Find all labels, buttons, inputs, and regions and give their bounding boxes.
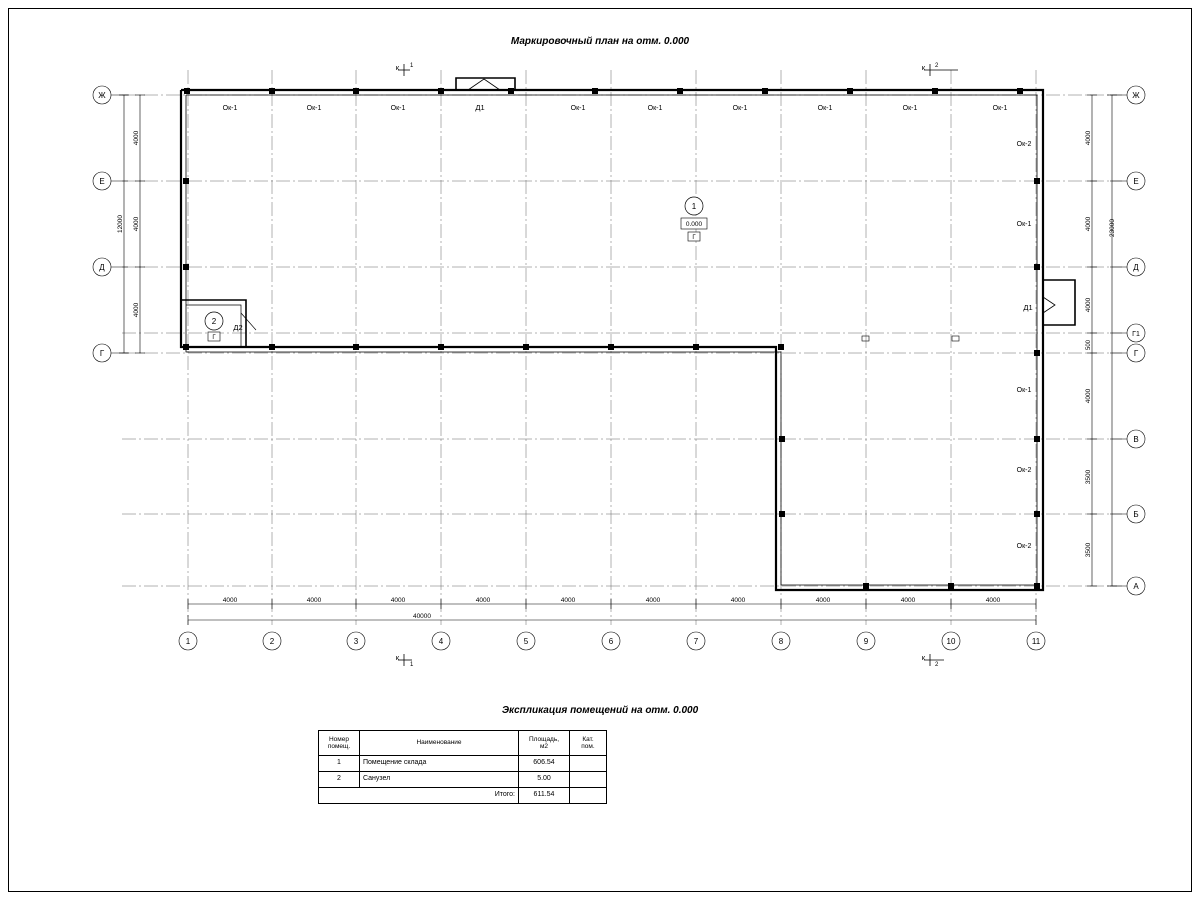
window-labels-top xyxy=(223,105,1008,112)
table-title: Экспликация помещений на отм. 0.000 xyxy=(501,705,699,716)
svg-text:Ок-1: Ок-1 xyxy=(222,105,238,112)
svg-text:Г: Г xyxy=(692,235,696,241)
svg-text:3500: 3500 xyxy=(1085,469,1092,485)
svg-text:10: 10 xyxy=(946,637,956,646)
dim-label-bottom-total: 40000 xyxy=(412,613,432,620)
cell-room-name: Санузел xyxy=(360,772,519,788)
svg-text:4000: 4000 xyxy=(133,130,140,146)
axis-label-e-right: Е xyxy=(1133,177,1139,186)
svg-text:4000: 4000 xyxy=(1085,216,1092,232)
table-row xyxy=(319,772,607,788)
svg-text:4000: 4000 xyxy=(475,597,491,604)
header-room-area: Площадь, м2 xyxy=(519,731,570,756)
svg-text:7: 7 xyxy=(693,637,699,646)
svg-text:Ок-1: Ок-1 xyxy=(817,105,833,112)
cell-total-label: Итого: xyxy=(319,788,519,804)
svg-text:2: 2 xyxy=(211,317,217,326)
svg-text:к: к xyxy=(921,653,925,662)
cell-total-area: 611.54 xyxy=(519,788,570,804)
cell-room-number: 2 xyxy=(319,772,360,788)
axis-label-zh-right: Ж xyxy=(1132,91,1140,100)
svg-text:4000: 4000 xyxy=(133,302,140,318)
cell-room-category xyxy=(570,772,607,788)
cell-room-number: 1 xyxy=(319,756,360,772)
svg-text:Ок-1: Ок-1 xyxy=(570,105,586,112)
svg-text:к: к xyxy=(395,653,399,662)
axis-label-e-left: Е xyxy=(99,177,105,186)
svg-text:Ок-1: Ок-1 xyxy=(390,105,406,112)
dim-chain-right-outer xyxy=(1107,95,1117,586)
svg-text:4000: 4000 xyxy=(730,597,746,604)
svg-text:Г: Г xyxy=(212,335,216,341)
door-label-top: Д1 xyxy=(475,103,485,112)
dim-label-right-total: 23000 xyxy=(1109,218,1116,238)
svg-text:4000: 4000 xyxy=(222,597,238,604)
header-room-number: Номер помещ. xyxy=(319,731,360,756)
exploitation-table xyxy=(318,730,607,804)
dim-labels-left-inner xyxy=(133,130,140,317)
table-row xyxy=(319,756,607,772)
axis-label-a-right: А xyxy=(1133,582,1139,591)
svg-text:9: 9 xyxy=(863,637,869,646)
axis-label-g-left: Г xyxy=(99,349,105,358)
dim-labels-right-inner xyxy=(1085,130,1092,557)
room-marker-1 xyxy=(681,197,707,241)
door-label-inner: Д2 xyxy=(233,323,243,332)
cell-total-category xyxy=(570,788,607,804)
svg-text:1: 1 xyxy=(410,662,414,668)
svg-text:Ок-1: Ок-1 xyxy=(647,105,663,112)
svg-text:4000: 4000 xyxy=(985,597,1001,604)
dim-label-left-total: 12000 xyxy=(117,214,124,234)
svg-text:Ок-1: Ок-1 xyxy=(992,105,1008,112)
cell-room-name: Помещение склада xyxy=(360,756,519,772)
svg-text:2: 2 xyxy=(935,63,939,69)
cell-room-area: 5.00 xyxy=(519,772,570,788)
svg-text:1: 1 xyxy=(410,63,414,69)
axis-bubbles-bottom xyxy=(179,632,1045,650)
svg-text:4: 4 xyxy=(438,637,444,646)
svg-text:4000: 4000 xyxy=(390,597,406,604)
header-room-name: Наименование xyxy=(360,731,519,756)
svg-text:4000: 4000 xyxy=(900,597,916,604)
svg-text:5: 5 xyxy=(523,637,529,646)
svg-text:1: 1 xyxy=(691,202,697,211)
svg-text:Ок-1: Ок-1 xyxy=(732,105,748,112)
svg-text:Ок-1: Ок-1 xyxy=(902,105,918,112)
cell-room-category xyxy=(570,756,607,772)
svg-text:11: 11 xyxy=(1031,637,1041,646)
door-label-right: Д1 xyxy=(1023,303,1033,312)
axis-label-b-right: Б xyxy=(1133,510,1139,519)
axis-label-zh-left: Ж xyxy=(98,91,106,100)
svg-text:2: 2 xyxy=(935,662,939,668)
building-walls xyxy=(181,78,1075,590)
svg-text:4000: 4000 xyxy=(815,597,831,604)
cell-room-area: 606.54 xyxy=(519,756,570,772)
svg-text:4000: 4000 xyxy=(560,597,576,604)
svg-text:4000: 4000 xyxy=(133,216,140,232)
svg-text:2: 2 xyxy=(269,637,275,646)
dim-chain-bottom-outer xyxy=(188,615,1036,625)
svg-text:4000: 4000 xyxy=(1085,388,1092,404)
svg-text:к: к xyxy=(395,63,399,72)
svg-text:3: 3 xyxy=(353,637,359,646)
svg-text:к: к xyxy=(921,63,925,72)
svg-text:4000: 4000 xyxy=(1085,297,1092,313)
svg-text:8: 8 xyxy=(778,637,784,646)
svg-text:Ок-2: Ок-2 xyxy=(1016,543,1032,550)
svg-text:4000: 4000 xyxy=(1085,130,1092,146)
plan-title: Маркировочный план на отм. 0.000 xyxy=(510,36,690,47)
axis-bubbles-right xyxy=(1110,86,1145,595)
header-room-category: Кат. пом. xyxy=(570,731,607,756)
window-labels-right xyxy=(1017,141,1032,550)
axis-label-v-right: В xyxy=(1133,435,1139,444)
section-marks xyxy=(396,63,958,668)
svg-text:500: 500 xyxy=(1086,339,1092,351)
axis-label-d-left: Д xyxy=(99,263,105,272)
svg-text:3500: 3500 xyxy=(1085,542,1092,558)
table-header-row xyxy=(319,731,607,756)
svg-text:Ок-2: Ок-2 xyxy=(1016,141,1032,148)
dim-labels-bottom-inner xyxy=(223,597,1001,604)
axis-label-g-right: Г xyxy=(1133,349,1139,358)
table-total-row xyxy=(319,788,607,804)
floor-detail-marks xyxy=(862,336,959,341)
svg-text:Ок-1: Ок-1 xyxy=(306,105,322,112)
svg-text:0.000: 0.000 xyxy=(685,221,703,228)
door-labels xyxy=(233,103,1032,332)
svg-text:Ок-1: Ок-1 xyxy=(1016,387,1032,394)
axis-label-d-right: Д xyxy=(1133,263,1139,272)
svg-text:4000: 4000 xyxy=(306,597,322,604)
axis-label-g1-right: Г1 xyxy=(1132,331,1140,338)
svg-text:6: 6 xyxy=(608,637,614,646)
svg-text:Ок-2: Ок-2 xyxy=(1016,467,1032,474)
svg-text:Ок-1: Ок-1 xyxy=(1016,221,1032,228)
svg-text:1: 1 xyxy=(185,637,191,646)
room-marker-2 xyxy=(205,312,223,341)
svg-text:4000: 4000 xyxy=(645,597,661,604)
